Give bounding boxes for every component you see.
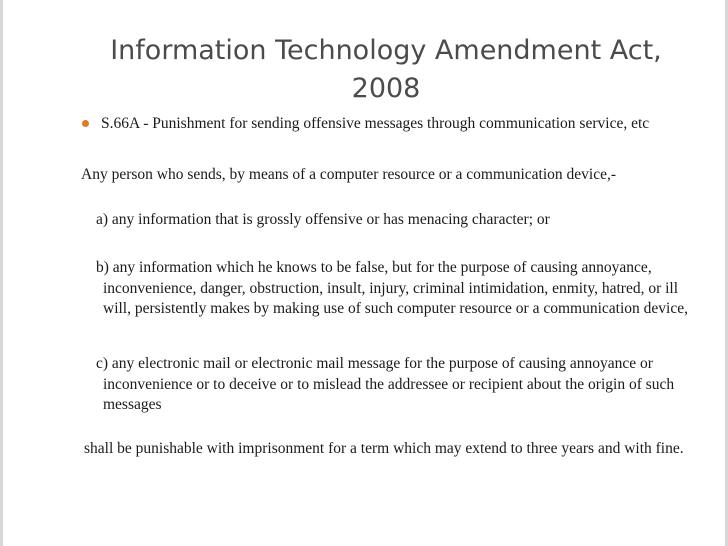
clause-c: c) any electronic mail or electronic mail message for the purpose of causing annoyance or inconvenience or to deceive or to mislead the addressee or recipient about the origin of such messages [96,355,675,413]
title-line-1: Information Technology Amendment Act, [110,35,662,66]
title-line-2: 2008 [351,73,421,104]
penalty-paragraph: shall be punishable with imprisonment for a term which may extend to three years and with fine. [84,440,684,457]
bullet-dot-icon [82,120,89,127]
clause-a: a) any information that is grossly offensive or has menacing character; or [96,211,550,228]
clause-b: b) any information which he knows to be false, but for the purpose of causing annoyance, inconvenience, danger, obstruction, insult, injury, criminal intimidation, enmity, hatred, or ill will, persistently makes by making use of such computer resource or a communication device, [96,259,688,317]
intro-paragraph: Any person who sends, by means of a computer resource or a communication device,- [81,166,617,183]
bullet-text: S.66A - Punishment for sending offensive messages through communication service, etc [101,115,650,132]
